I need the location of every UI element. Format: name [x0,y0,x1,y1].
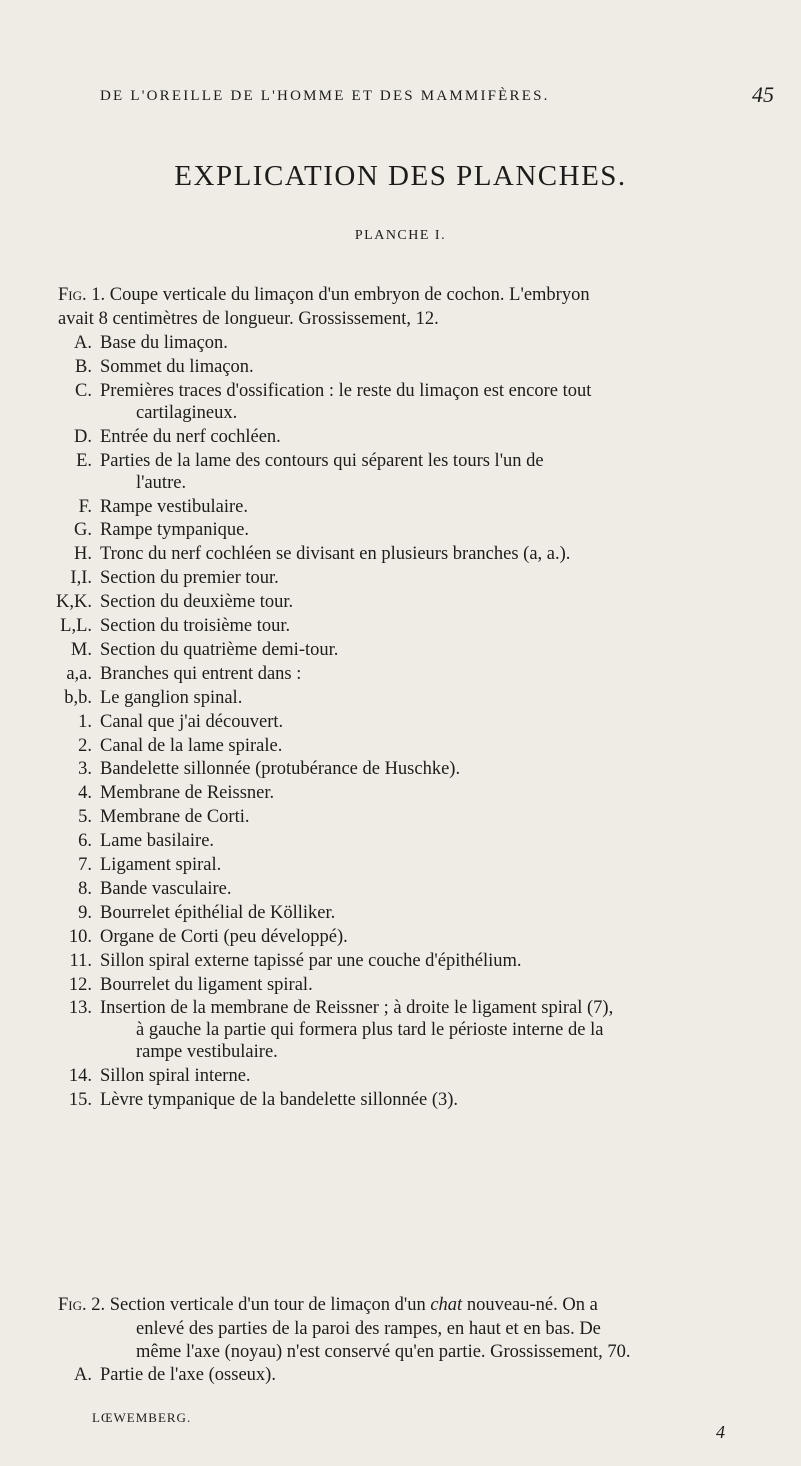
fig1-line-2: avait 8 centimètres de longueur. Grossissement, 12. [58,309,439,329]
legend-key: M. [70,639,92,660]
legend-key: 14. [68,1066,92,1087]
legend-key: G. [74,520,92,541]
fig1-text-1: Coupe verticale du limaçon d'un embryon de cochon. L'embryon [109,285,590,305]
legend-key: 1. [78,711,92,732]
legend-key: 9. [78,902,92,923]
legend-text: Bande vasculaire. [100,878,232,899]
running-head [100,82,780,112]
legend-text: Canal de la lame spirale. [100,735,283,756]
legend-key: F. [78,496,92,517]
legend-text: Section du premier tour. [100,568,279,589]
legend-text: Membrane de Reissner. [100,783,275,804]
legend-text: Lèvre tympanique de la bandelette sillonnée (3). [100,1090,459,1111]
legend-text: Rampe vestibulaire. [100,496,248,517]
fig2-legend-text: Partie de l'axe (osseux). [100,1365,276,1385]
legend-key: E. [76,450,92,471]
legend-key: 13. [68,998,92,1019]
legend-key: 10. [68,926,92,947]
legend-key: D. [74,426,92,447]
legend-text: Section du deuxième tour. [100,592,294,613]
legend-text: Entrée du nerf cochléen. [100,426,281,447]
legend-key: 7. [78,855,92,875]
legend-text: Section du troisième tour. [100,616,291,636]
legend-text: Bourrelet épithélial de Kölliker. [100,902,336,923]
running-title: DE L'OREILLE DE L'HOMME ET DES MAMMIFÈRES. [100,88,550,104]
legend-text: Branches qui entrent dans : [100,663,302,684]
plate-title: PLANCHE I. [354,228,447,243]
footer-author: LŒWEMBERG. [92,1410,192,1425]
legend-key: 11. [69,950,92,971]
legend-text: Sommet du limaçon. [100,356,254,377]
fig2-label: Fig. 2. [58,1295,106,1315]
legend-text: Section du quatrième demi-tour. [100,639,339,660]
legend-text: Membrane de Corti. [100,807,250,828]
legend-key: 4. [78,783,92,804]
legend-text: Canal que j'ai découvert. [100,711,284,732]
legend-key: K,K. [56,592,92,613]
legend-key: B. [75,356,92,377]
legend-key: 12. [68,974,92,995]
legend-text: Base du limaçon. [100,333,228,353]
footer-signature: 4 [716,1422,725,1442]
section-title: EXPLICATION DES PLANCHES. [174,160,627,192]
fig2-text-1b: chat [430,1295,463,1315]
legend-text: Tronc du nerf cochléen se divisant en plusieurs branches (a, a.). [100,544,571,565]
legend-key: L,L. [60,616,92,636]
legend-text: Rampe tympanique. [100,520,249,541]
legend-key: H. [74,544,92,565]
legend-text: Ligament spiral. [100,855,222,875]
legend-text: Bourrelet du ligament spiral. [100,974,313,995]
legend-text: Premières traces d'ossification : le reste du limaçon est encore tout [100,380,592,401]
legend-key: 3. [78,759,92,780]
legend-text: l'autre. [136,472,187,493]
fig1-label: Fig. 1. [58,285,106,305]
legend-key: 5. [78,807,92,828]
legend-key: 6. [78,831,92,852]
legend-key: C. [75,380,92,401]
legend-text: Insertion de la membrane de Reissner ; à droite le ligament spiral (7), [100,998,614,1019]
fig1-line-1 [58,284,778,306]
fig2-line-2: enlevé des parties de la paroi des rampes, en haut et en bas. De [136,1319,601,1339]
legend-text: Bandelette sillonnée (protubérance de Huschke). [100,759,461,780]
fig2-text-1c: nouveau-né. On a [462,1295,598,1315]
legend-text: Parties de la lame des contours qui séparent les tours l'un de [100,450,544,471]
legend-text: Sillon spiral externe tapissé par une couche d'épithélium. [100,950,522,971]
legend-text: rampe vestibulaire. [136,1042,278,1063]
fig2-text-1a: Section verticale d'un tour de limaçon d'un [109,1295,431,1315]
legend-text: Sillon spiral interne. [100,1066,251,1087]
fig2-legend-key: A. [74,1365,92,1385]
legend-key: 15. [68,1090,92,1111]
legend-key: I,I. [70,568,92,589]
legend-text: Le ganglion spinal. [100,687,243,708]
legend-text: Lame basilaire. [100,831,215,852]
legend-key: A. [74,333,92,353]
legend-text: à gauche la partie qui formera plus tard le périoste interne de la [136,1020,604,1041]
legend-key: a,a. [66,663,92,684]
legend-key: b,b. [64,687,92,708]
legend-text: Organe de Corti (peu développé). [100,926,348,947]
legend-key: 2. [78,735,92,756]
page-number: 45 [752,82,774,107]
legend-text: cartilagineux. [136,402,238,423]
fig2-line-3: même l'axe (noyau) n'est conservé qu'en partie. Grossissement, 70. [136,1342,631,1362]
fig2-line-1 [58,1294,778,1316]
legend-key: 8. [78,878,92,899]
